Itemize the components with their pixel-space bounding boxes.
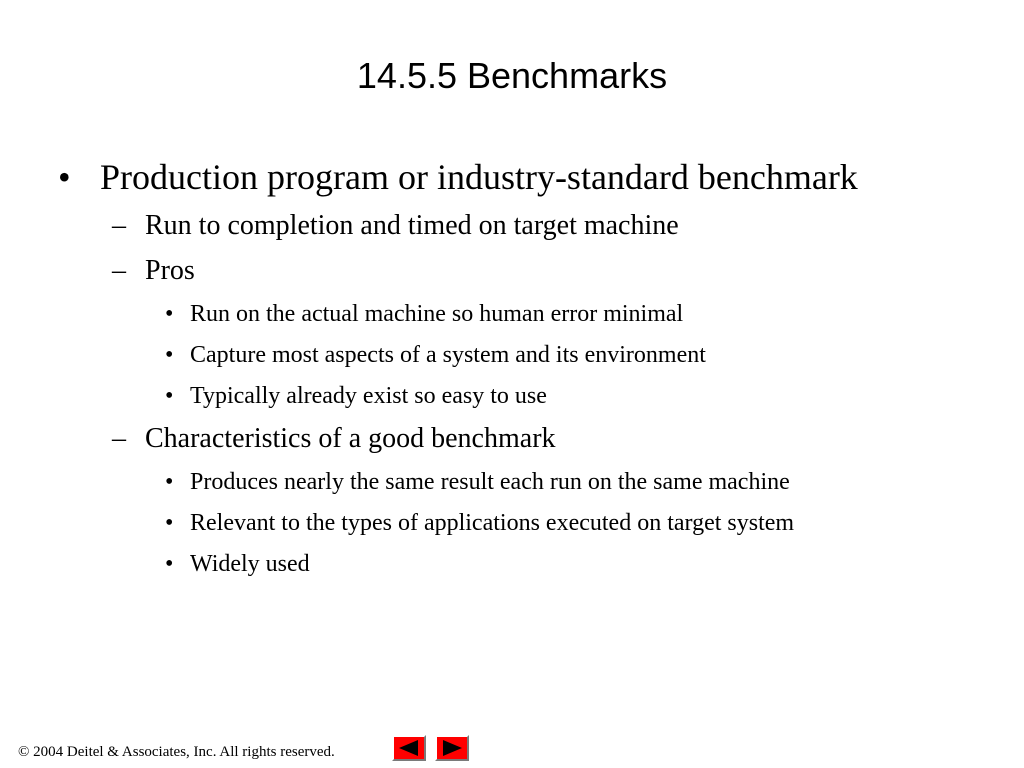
copyright-footer: [18, 742, 335, 762]
characteristic-same-result: Produces nearly the same result each run on the same machine: [190, 469, 790, 495]
bullet-marker: •: [58, 157, 71, 197]
bullet-marker: •: [165, 551, 174, 577]
copyright-icon: ©: [18, 744, 30, 760]
bullet-marker: •: [165, 510, 174, 536]
dash-marker: –: [112, 210, 126, 241]
bullet-marker: •: [165, 469, 174, 495]
slide-title: 14.5.5 Benchmarks: [356, 55, 668, 96]
subbullet-pros: Pros: [145, 255, 195, 286]
subbullet-characteristics: Characteristics of a good benchmark: [145, 423, 556, 454]
pros-item-capture-aspects: Capture most aspects of a system and its environment: [190, 342, 706, 368]
characteristic-widely-used: Widely used: [190, 551, 310, 577]
previous-slide-button[interactable]: [392, 735, 426, 761]
bullet-marker: •: [165, 342, 174, 368]
pros-item-human-error: Run on the actual machine so human error minimal: [190, 301, 684, 327]
subbullet-run-to-completion: Run to completion and timed on target machine: [145, 210, 679, 241]
dash-marker: –: [112, 255, 126, 286]
left-arrow-icon: [394, 737, 424, 759]
right-arrow-icon: [437, 737, 467, 759]
bullet-marker: •: [165, 383, 174, 409]
bullet-production-program: Production program or industry-standard benchmark: [100, 157, 858, 197]
pros-item-easy-to-use: Typically already exist so easy to use: [190, 383, 547, 409]
next-slide-button[interactable]: [435, 735, 469, 761]
characteristic-relevant: Relevant to the types of applications executed on target system: [190, 510, 795, 536]
copyright-text: 2004 Deitel & Associates, Inc. All rights reserved.: [33, 744, 335, 760]
dash-marker: –: [112, 423, 126, 454]
bullet-marker: •: [165, 301, 174, 327]
